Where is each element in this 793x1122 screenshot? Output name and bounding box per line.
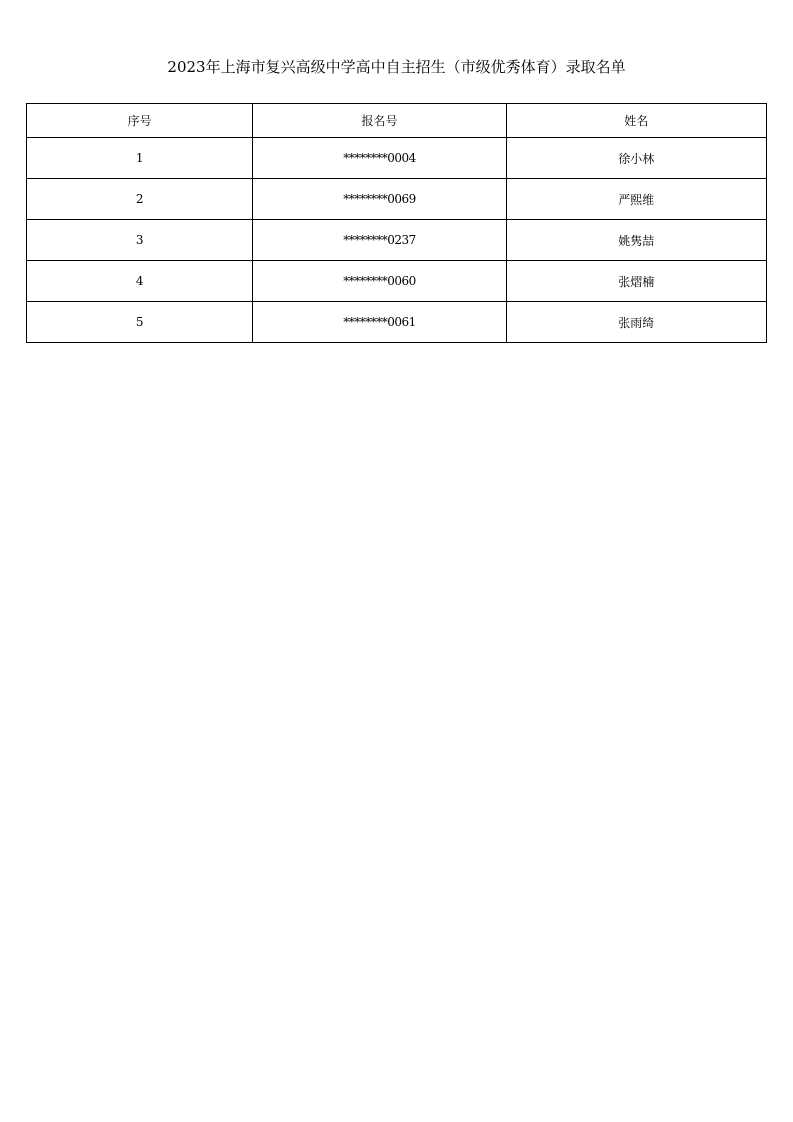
table-row [27,179,767,220]
table-row [27,261,767,302]
cell-reg-no: ********0069 [253,179,506,220]
cell-reg-no: ********0004 [253,138,506,179]
document-title: 2023年上海市复兴高级中学高中自主招生（市级优秀体育）录取名单 [167,58,626,76]
table-row [27,302,767,343]
cell-reg-no: ********0061 [253,302,506,343]
cell-name: 张熠楠 [506,261,766,302]
header-seq: 序号 [27,104,253,138]
cell-reg-no: ********0237 [253,220,506,261]
table-row [27,220,767,261]
header-reg-no: 报名号 [253,104,506,138]
cell-name: 姚隽喆 [506,220,766,261]
table-row [27,138,767,179]
table-header-row [27,104,767,138]
cell-name: 严熙维 [506,179,766,220]
cell-seq: 1 [27,138,253,179]
cell-name: 徐小林 [506,138,766,179]
cell-reg-no: ********0060 [253,261,506,302]
cell-name: 张雨绮 [506,302,766,343]
cell-seq: 2 [27,179,253,220]
admission-table [26,103,767,343]
header-name: 姓名 [506,104,766,138]
cell-seq: 5 [27,302,253,343]
cell-seq: 4 [27,261,253,302]
cell-seq: 3 [27,220,253,261]
